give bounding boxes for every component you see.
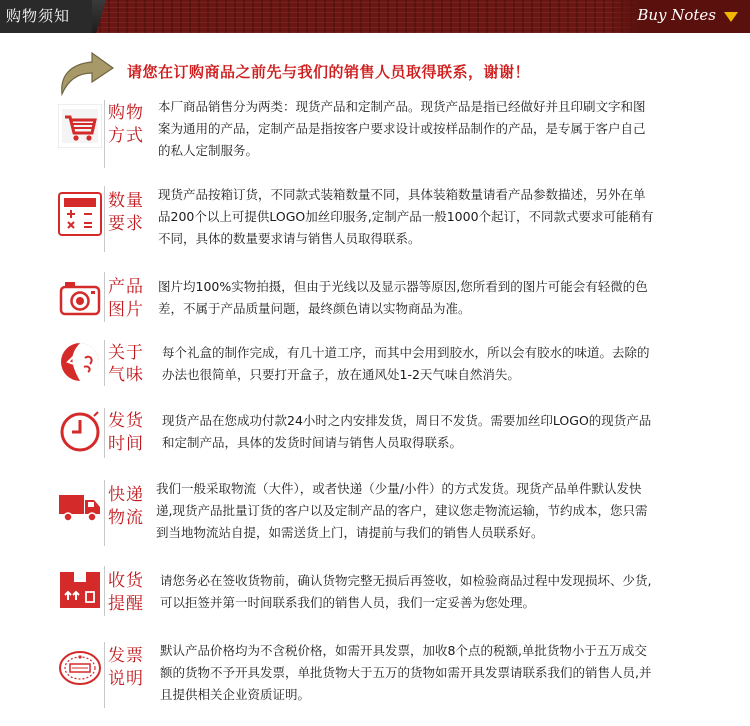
section-desc	[158, 184, 654, 250]
invoice-stamp-icon	[58, 646, 102, 690]
calculator-icon	[58, 192, 102, 236]
section-title-line1: 购物	[108, 103, 144, 123]
desc-line: 请您务必在签收货物前，确认货物完整无损后再签收，如检验商品过程中发现损坏、少货,	[160, 573, 652, 588]
desc-line: 默认产品价格均为不含税价格，如需开具发票，加收8个点的税额,单批货物小于五万成交	[160, 643, 647, 658]
intro-notice: 请您在订购商品之前先与我们的销售人员取得联系，谢谢！	[127, 63, 531, 81]
divider-line	[104, 272, 105, 322]
divider-line	[104, 340, 105, 386]
desc-line: 本厂商品销售分为两类：现货产品和定制产品。现货产品是指已经做好并且印刷文字和图	[158, 99, 646, 114]
divider-line	[104, 100, 105, 168]
desc-line: 可以拒签并第一时间联系我们的销售人员，我们一定妥善为您处理。	[160, 595, 536, 610]
buy-notes-label	[610, 0, 750, 33]
section-title-line2: 时间	[108, 434, 144, 454]
section-title-line2: 提醒	[108, 594, 144, 614]
desc-line: 每个礼盒的制作完成，有几十道工序，而其中会用到胶水，所以会有胶水的味道。去除的	[162, 345, 650, 360]
section-title-line1: 快递	[108, 485, 144, 505]
desc-line: 差，不属于产品质量问题，最终颜色请以实物商品为准。	[158, 301, 471, 316]
section-title-line2: 气味	[108, 365, 144, 385]
desc-line: 现货产品在您成功付款24小时之内安排发货，周日不发货。需要加丝印LOGO的现货产品	[162, 413, 652, 428]
section-desc	[162, 342, 650, 386]
divider-line	[104, 642, 105, 708]
header-bar	[0, 0, 750, 33]
section-title-line1: 关于	[108, 343, 144, 363]
section-title-line1: 发货	[108, 411, 144, 431]
shopping-cart-icon	[58, 104, 102, 148]
section-desc	[158, 96, 646, 162]
desc-line: 不同，具体的数量要求请与销售人员取得联系。	[158, 231, 421, 246]
section-desc	[160, 640, 651, 706]
section-title-line1: 收货	[108, 571, 144, 591]
desc-line: 我们一般采取物流（大件），或者快递（少量/小件）的方式发货。现货产品单件默认发快	[156, 481, 642, 496]
camera-icon	[58, 276, 102, 320]
section-desc	[158, 276, 648, 320]
divider-line	[104, 480, 105, 546]
section-title-line1: 发票	[108, 646, 144, 666]
section-desc	[162, 410, 651, 454]
desc-line: 现货产品按箱订货，不同款式装箱数量不同，具体装箱数量请看产品参数描述，另外在单	[158, 187, 646, 202]
desc-line: 办法也很简单，只要打开盒子，放在通风处1-2天气味自然消失。	[162, 367, 520, 382]
triangle-down-icon	[724, 12, 738, 22]
section-desc	[160, 570, 651, 614]
desc-line: 图片均100%实物拍摄，但由于光线以及显示器等原因,您所看到的图片可能会有轻微的色	[158, 279, 648, 294]
desc-line: 递,现货产品批量订货的客户以及定制产品的客户，建议您走物流运输，节约成本，您只需	[156, 503, 648, 518]
header-tab-decoration	[92, 0, 106, 33]
section-title-line1: 数量	[108, 191, 144, 211]
divider-line	[104, 186, 105, 252]
desc-line: 品200个以上可提供LOGO加丝印服务,定制产品一般1000个起订，不同款式要求可能稍有	[158, 209, 654, 224]
section-title-line2: 物流	[108, 508, 144, 528]
desc-line: 和定制产品，具体的发货时间请与销售人员取得联系。	[162, 435, 463, 450]
section-title-line2: 要求	[108, 214, 144, 234]
section-title-line2: 方式	[108, 126, 144, 146]
clock-icon	[58, 410, 102, 454]
face-smell-icon	[58, 340, 102, 384]
divider-line	[104, 566, 105, 616]
desc-line: 案为通用的产品，定制产品是指按客户要求设计或按样品制作的产品，是专属于客户自己	[158, 121, 646, 136]
delivery-truck-icon	[58, 484, 102, 528]
desc-line: 到当地物流站自提，如需送货上门，请提前与我们的销售人员联系好。	[156, 525, 544, 540]
curved-arrow-icon	[58, 50, 116, 96]
divider-line	[104, 408, 105, 458]
section-title-line1: 产品	[108, 277, 144, 297]
buy-notes-text: Buy Notes	[637, 6, 716, 24]
desc-line: 额的货物不予开具发票，单批货物大于五万的货物如需开具发票请联系我们的销售人员,并	[160, 665, 652, 680]
desc-line: 的私人定制服务。	[158, 143, 259, 158]
section-desc	[156, 478, 647, 544]
package-icon	[58, 568, 102, 612]
section-title-line2: 图片	[108, 300, 144, 320]
section-title-line2: 说明	[108, 669, 144, 689]
header-title: 购物须知	[0, 0, 92, 33]
desc-line: 且提供相关企业资质证明。	[160, 687, 311, 702]
